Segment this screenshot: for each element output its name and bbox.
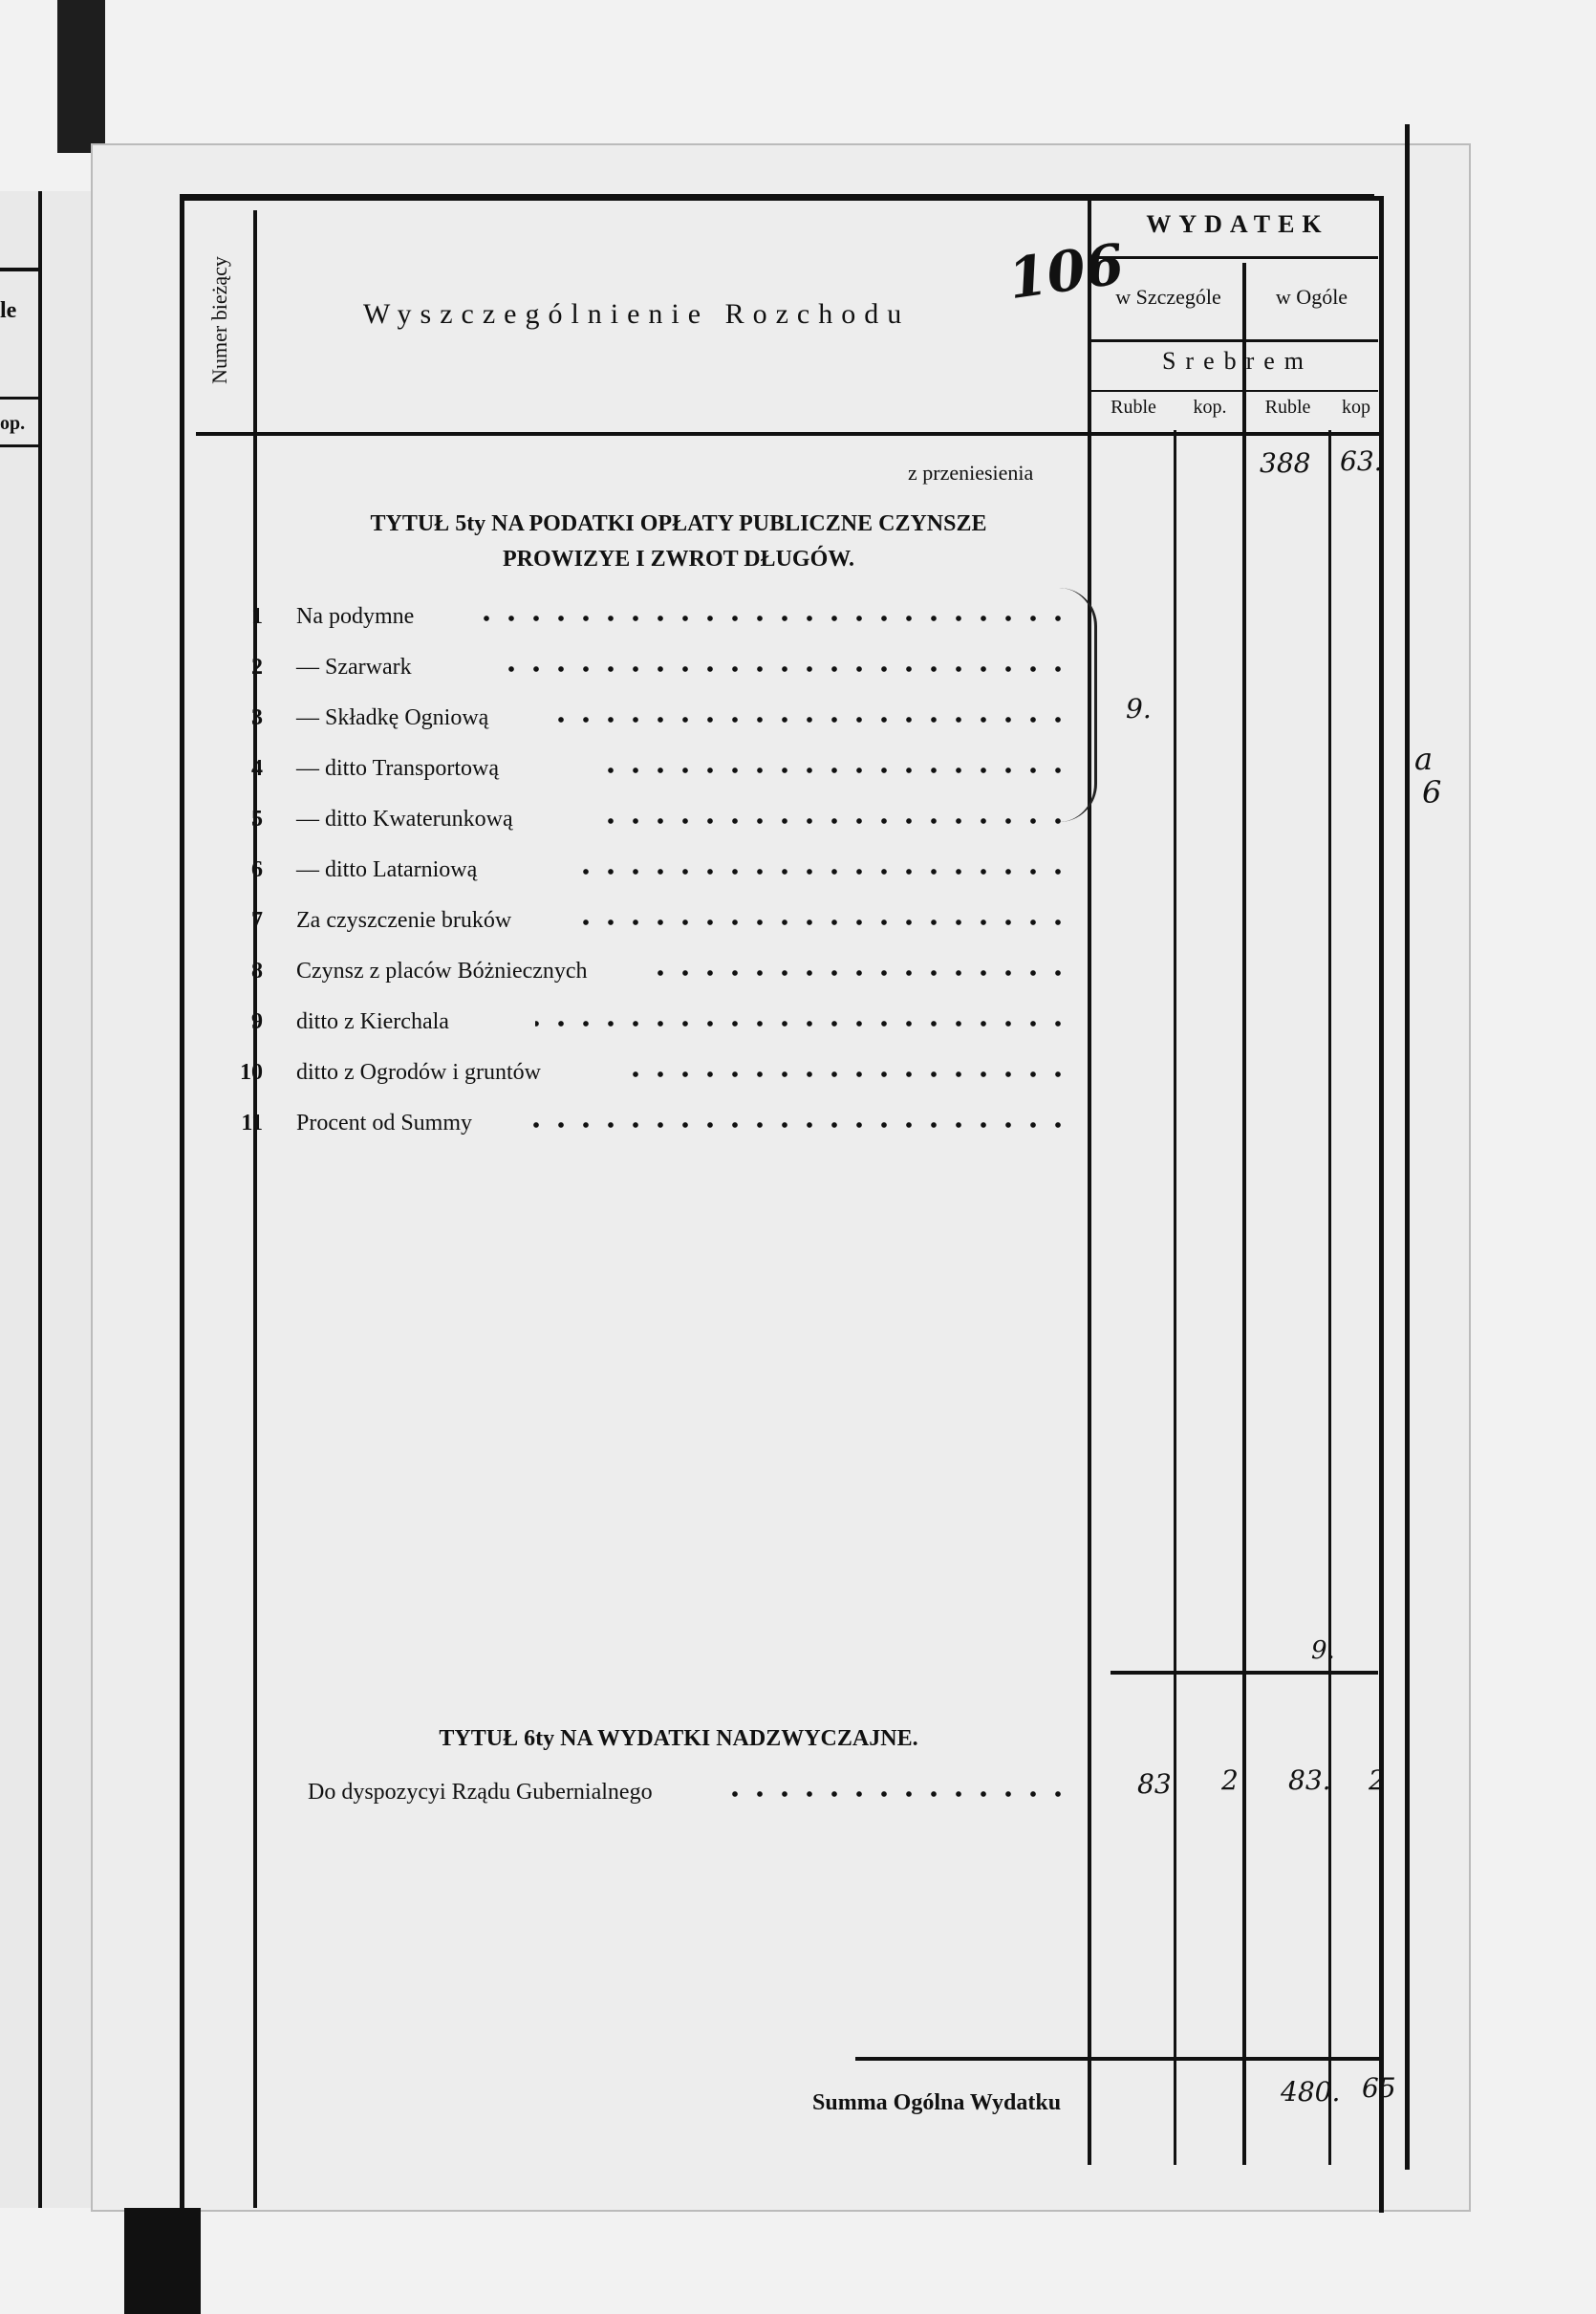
srebrem-header: Srebrem [1161, 347, 1314, 375]
row-number: 7 [251, 908, 263, 933]
list-item [229, 705, 1070, 744]
row-number: 9 [251, 1009, 263, 1034]
leader-dots [497, 666, 1070, 672]
section6-title: TYTUŁ 6ty NA WYDATKI NADZWYCZAJNE. [439, 1726, 918, 1751]
row-number: 3 [251, 705, 263, 730]
szczegole-kop: 2 [1221, 1764, 1239, 1796]
row-label: Na podymne [296, 604, 415, 629]
row-label: Czynsz z placów Bóżniecznych [296, 959, 588, 984]
list-item [229, 857, 1070, 896]
row-number: 11 [241, 1111, 263, 1135]
carry-ruble: 388 [1260, 447, 1311, 479]
leader-dots [554, 717, 1070, 723]
page-right-edge [1405, 124, 1410, 2170]
unit-kop: kop [1342, 397, 1370, 418]
row-number: 10 [240, 1060, 263, 1085]
list-item [229, 655, 1070, 693]
grouping-brace [1056, 588, 1097, 822]
leader-dots [631, 1071, 1070, 1077]
list-item [229, 756, 1070, 794]
szczegole-ogole-rule [1242, 263, 1246, 2165]
subhead-rule [1091, 339, 1378, 342]
leader-dots [478, 616, 1070, 621]
ogole-kop-rule [1328, 430, 1331, 2165]
row-number: 1 [251, 604, 263, 629]
top-rule [180, 194, 1374, 199]
prev-page-fragment: op. [0, 413, 26, 434]
ogole-kop: 2 [1369, 1764, 1386, 1796]
amount-column-rule [1088, 196, 1091, 2165]
row-label: Za czyszczenie bruków [296, 908, 512, 933]
folio-number: 106 [1003, 230, 1129, 313]
section5-title: TYTUŁ 5ty NA PODATKI OPŁATY PUBLICZNE CZYNSZE [370, 511, 987, 536]
scan-background [57, 0, 105, 153]
prev-rule [0, 444, 38, 447]
wydatek-header: WYDATEK [1146, 210, 1329, 238]
row-label: ditto z Ogrodów i gruntów [296, 1060, 541, 1085]
list-item [229, 1111, 1070, 1149]
leader-dots [516, 1122, 1070, 1128]
ledger-frame [180, 196, 1384, 2213]
row-label: — ditto Latarniową [296, 857, 478, 882]
ogole-header: w Ogóle [1275, 285, 1348, 309]
leader-dots [717, 1791, 1070, 1797]
summa-kop: 65 [1362, 2072, 1396, 2104]
szczegole-kop-rule [1174, 430, 1176, 2165]
prev-rule [38, 191, 42, 2208]
leader-dots [535, 1021, 1070, 1027]
row-label: — ditto Kwaterunkową [296, 807, 513, 832]
srebrem-rule [1091, 390, 1378, 392]
row-number: 6 [251, 857, 263, 882]
prev-page-fragment: le [0, 298, 17, 323]
summa-ruble: 480. [1281, 2076, 1341, 2108]
section5-total: 9. [1311, 1636, 1335, 1665]
leader-dots [573, 869, 1070, 875]
header-bottom-rule [196, 432, 1381, 436]
row-number: 2 [251, 655, 263, 680]
row-label: — ditto Transportową [296, 756, 500, 781]
row-label: Procent od Summy [296, 1111, 472, 1135]
prev-rule [0, 268, 38, 271]
summa-label: Summa Ogólna Wydatku [812, 2090, 1062, 2115]
row-number: 5 [251, 807, 263, 832]
ogole-ruble: 83. [1288, 1764, 1331, 1796]
unit-kop: kop. [1193, 397, 1227, 418]
list-item [229, 807, 1070, 845]
wydatek-rule [1091, 256, 1378, 259]
column-title: Wyszczególnienie Rozchodu [363, 298, 911, 330]
carry-forward-label: z przeniesienia [908, 461, 1034, 485]
brace-value: 9. [1126, 693, 1152, 724]
list-item [229, 959, 1070, 997]
prev-rule [0, 397, 38, 400]
leader-dots [650, 970, 1070, 976]
leader-dots [573, 919, 1070, 925]
row-number: 4 [251, 756, 263, 781]
numer-biezacy-header: Numer bieżący [207, 256, 232, 384]
list-item [229, 1060, 1070, 1098]
list-item [229, 1009, 1070, 1048]
row-label: Do dyspozycyi Rządu Gubernialnego [308, 1780, 653, 1805]
list-item [229, 908, 1070, 946]
unit-ruble: Ruble [1264, 397, 1311, 418]
szczegole-ruble: 83 [1137, 1768, 1172, 1800]
margin-mark: 6 [1422, 774, 1442, 811]
list-item [229, 604, 1070, 642]
subtotal-rule [1111, 1671, 1378, 1675]
margin-mark: a [1414, 741, 1434, 777]
scan-background [124, 2208, 201, 2314]
number-column-rule [253, 210, 257, 2208]
row-number: 8 [251, 959, 263, 984]
section5-title: PROWIZYE I ZWROT DŁUGÓW. [502, 547, 855, 572]
szczegole-header: w Szczególe [1115, 285, 1221, 309]
row-label: ditto z Kierchala [296, 1009, 449, 1034]
summa-rule [855, 2057, 1381, 2061]
unit-ruble: Ruble [1111, 397, 1156, 418]
row-label: — Szarwark [296, 655, 412, 680]
leader-dots [593, 818, 1070, 824]
row-label: — Składkę Ogniową [296, 705, 489, 730]
list-item [229, 1780, 1070, 1818]
carry-kop: 63. [1340, 445, 1383, 477]
leader-dots [593, 768, 1070, 773]
